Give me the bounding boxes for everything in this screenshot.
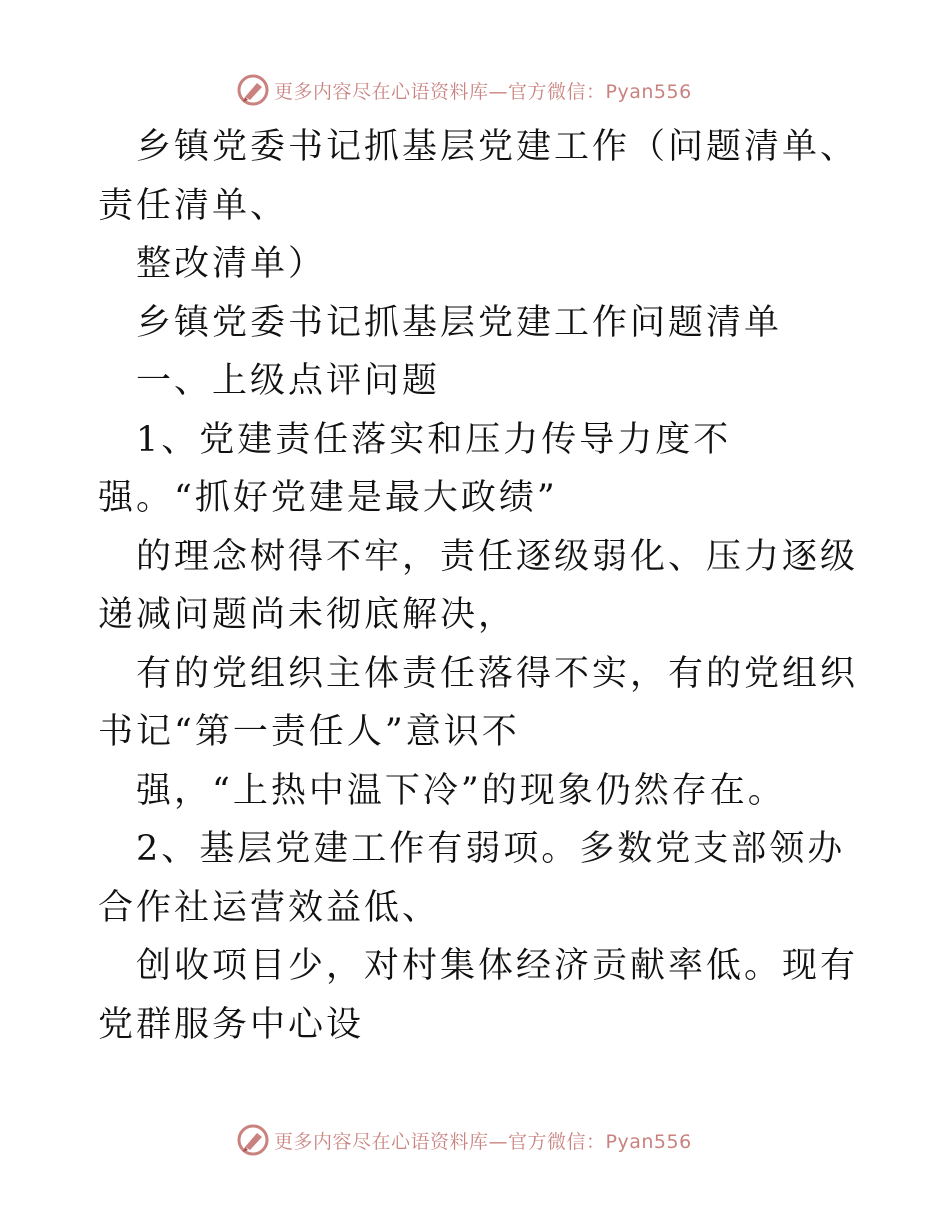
paragraph: 的理念树得不牢，责任逐级弱化、压力逐级递减问题尚未彻底解决， bbox=[98, 536, 859, 635]
paragraph: 一、上级点评问题 bbox=[136, 361, 441, 401]
paragraph: 2、基层党建工作有弱项。多数党支部领办合作社运营效益低、 bbox=[98, 829, 846, 928]
watermark-text: 更多内容尽在心语资料库—官方微信：Pyan556 bbox=[274, 1130, 692, 1153]
watermark-text: 更多内容尽在心语资料库—官方微信：Pyan556 bbox=[274, 80, 692, 103]
watermark-footer bbox=[236, 1122, 692, 1158]
watermark-header bbox=[236, 72, 692, 108]
paragraph: 有的党组织主体责任落得不实，有的党组织书记“第一责任人”意识不 bbox=[98, 653, 859, 752]
paragraph: 乡镇党委书记抓基层党建工作问题清单 bbox=[136, 302, 783, 343]
paragraph: 1、党建责任落实和压力传导力度不强。“抓好党建是最大政绩” bbox=[98, 419, 732, 518]
paragraph: 整改清单） bbox=[136, 244, 327, 284]
document-body bbox=[98, 118, 858, 1054]
paragraph: 创收项目少，对村集体经济贡献率低。现有党群服务中心设 bbox=[98, 946, 859, 1045]
paragraph: 乡镇党委书记抓基层党建工作（问题清单、责任清单、 bbox=[98, 127, 859, 226]
pen-logo-icon bbox=[236, 1123, 270, 1157]
paragraph: 强，“上热中温下冷”的现象仍然存在。 bbox=[136, 770, 786, 811]
pen-logo-icon bbox=[236, 73, 270, 107]
